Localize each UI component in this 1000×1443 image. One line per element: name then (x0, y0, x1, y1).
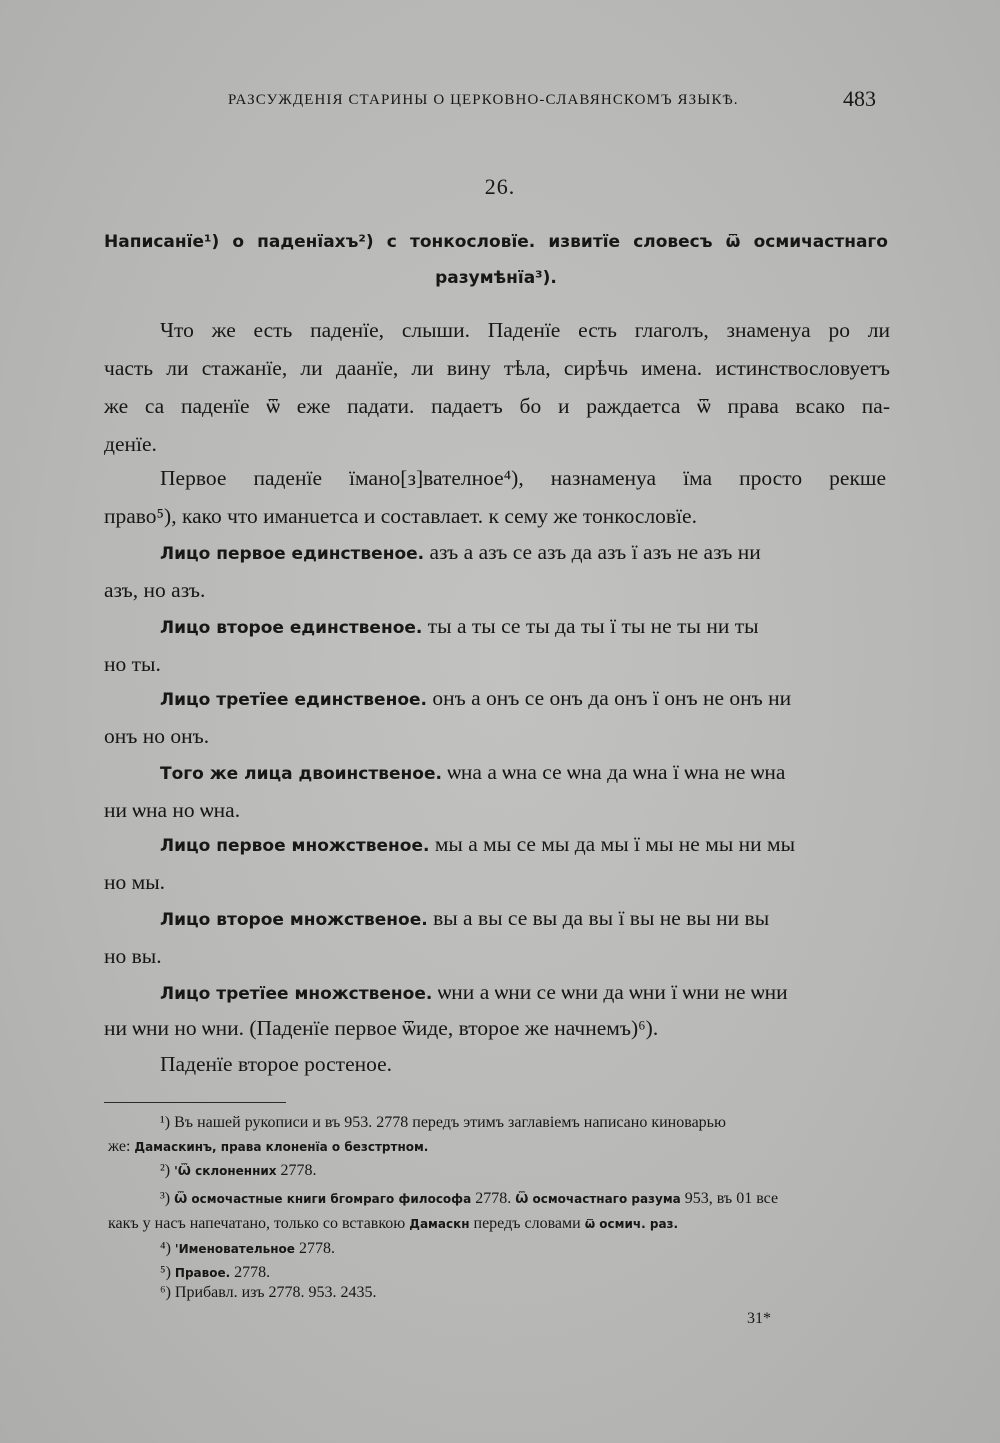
pronoun-line: Лицо второе единственое. ты а ты се ты да ты ї ты не ты ни ты (160, 614, 759, 638)
pronoun-line: Лицо первое множственое. мы а мы се мы да мы ї мы не мы ни мы (160, 832, 796, 856)
pronoun-label: Лицо третїее единственое. (160, 690, 427, 710)
pronoun-label: Лицо второе множственое. (160, 910, 428, 930)
footnote-3-continued: какъ у насъ напечатано, только со вставкою Дамаскн передъ словами ѿ осмич. раз. (108, 1215, 679, 1232)
body-line: Что же есть паденїе, слыши. Паденїе есть глаголъ, знаменуа ро ли (160, 318, 890, 342)
body-line: Паденїе второе ростеное. (160, 1052, 393, 1076)
footnote-2: ²) 'Ѿ склоненних 2778. (160, 1162, 317, 1179)
printer-signature-mark: 31* (747, 1310, 771, 1327)
body-line: право⁵), како что иманuетса и составлает. к сему же тонкословїе. (104, 504, 697, 528)
pronoun-line: Лицо третїее единственое. онъ а онъ се онъ да онъ ї онъ не онъ ни (160, 686, 792, 710)
body-line: азъ, но азъ. (104, 578, 206, 602)
body-line: но ты. (104, 652, 161, 676)
body-line: ни ѡна но ѡна. (104, 798, 241, 822)
footnote-4: ⁴) 'Именовательное 2778. (160, 1240, 335, 1257)
pronoun-line: Лицо второе множственое. вы а вы се вы да вы ї вы не вы ни вы (160, 906, 770, 930)
pronoun-label: Лицо второе единственое. (160, 618, 423, 638)
body-line: но мы. (104, 870, 166, 894)
pronoun-line: Того же лица двоинственое. ѡна а ѡна се ѡна да ѡна ї ѡна не ѡна (160, 760, 786, 784)
body-line: денїе. (104, 432, 157, 456)
footnote-rule (104, 1102, 286, 1103)
body-line: Первое паденїе їмано[з]вателное⁴), назнаменуа їма просто рекше (160, 466, 886, 490)
pronoun-label: Того же лица двоинственое. (160, 764, 442, 784)
footnote-6: ⁶) Прибавл. изъ 2778. 953. 2435. (160, 1284, 377, 1301)
body-line: но вы. (104, 944, 162, 968)
body-line: онъ но онъ. (104, 724, 210, 748)
body-line: ни ѡни но ѡни. (Паденїе первое ѿиде, второе же начнемъ)⁶). (104, 1016, 659, 1040)
section-heading-line-2: разумѣнїа³). (435, 268, 557, 288)
footnote-1-continued: же: Дамаскинъ, права клоненїа о безстртном. (108, 1138, 429, 1155)
body-line: часть ли стажанїе, ли даанїе, ли вину тѣла, сирѣчь имена. истинствословуетъ (104, 356, 890, 380)
footnote-1: ¹) Въ нашей рукописи и въ 953. 2778 передъ этимъ заглавіемъ написано киноварью (160, 1114, 726, 1131)
pronoun-label: Лицо первое множственое. (160, 836, 430, 856)
section-number: 26. (484, 174, 516, 199)
footnote-5: ⁵) Правое. 2778. (160, 1264, 271, 1281)
pronoun-label: Лицо третїее множственое. (160, 984, 433, 1004)
section-heading-line-1: Написанїе¹) о паденїахъ²) с тонкословїе. извитїе словесъ ѿ осмичастнаго (104, 232, 888, 252)
footnote-3: ³) Ѿ осмочастные книги бгомраго философа 2778. Ѿ осмочастнаго разума 953, въ 01 все (160, 1190, 779, 1207)
page-number: 483 (843, 86, 876, 111)
running-head: РАЗСУЖДЕНІЯ СТАРИНЫ О ЦЕРКОВНО-СЛАВЯНСКОМЪ ЯЗЫКѢ. (228, 92, 739, 108)
body-line: же са паденїе ѿ еже падати. падаетъ бо и раждаетса ѿ права всако па- (104, 394, 890, 418)
pronoun-line: Лицо первое единственое. азъ а азъ се азъ да азъ ї азъ не азъ ни (160, 540, 761, 564)
pronoun-line: Лицо третїее множственое. ѡни а ѡни се ѡни да ѡни ї ѡни не ѡни (160, 980, 788, 1004)
pronoun-label: Лицо первое единственое. (160, 544, 425, 564)
